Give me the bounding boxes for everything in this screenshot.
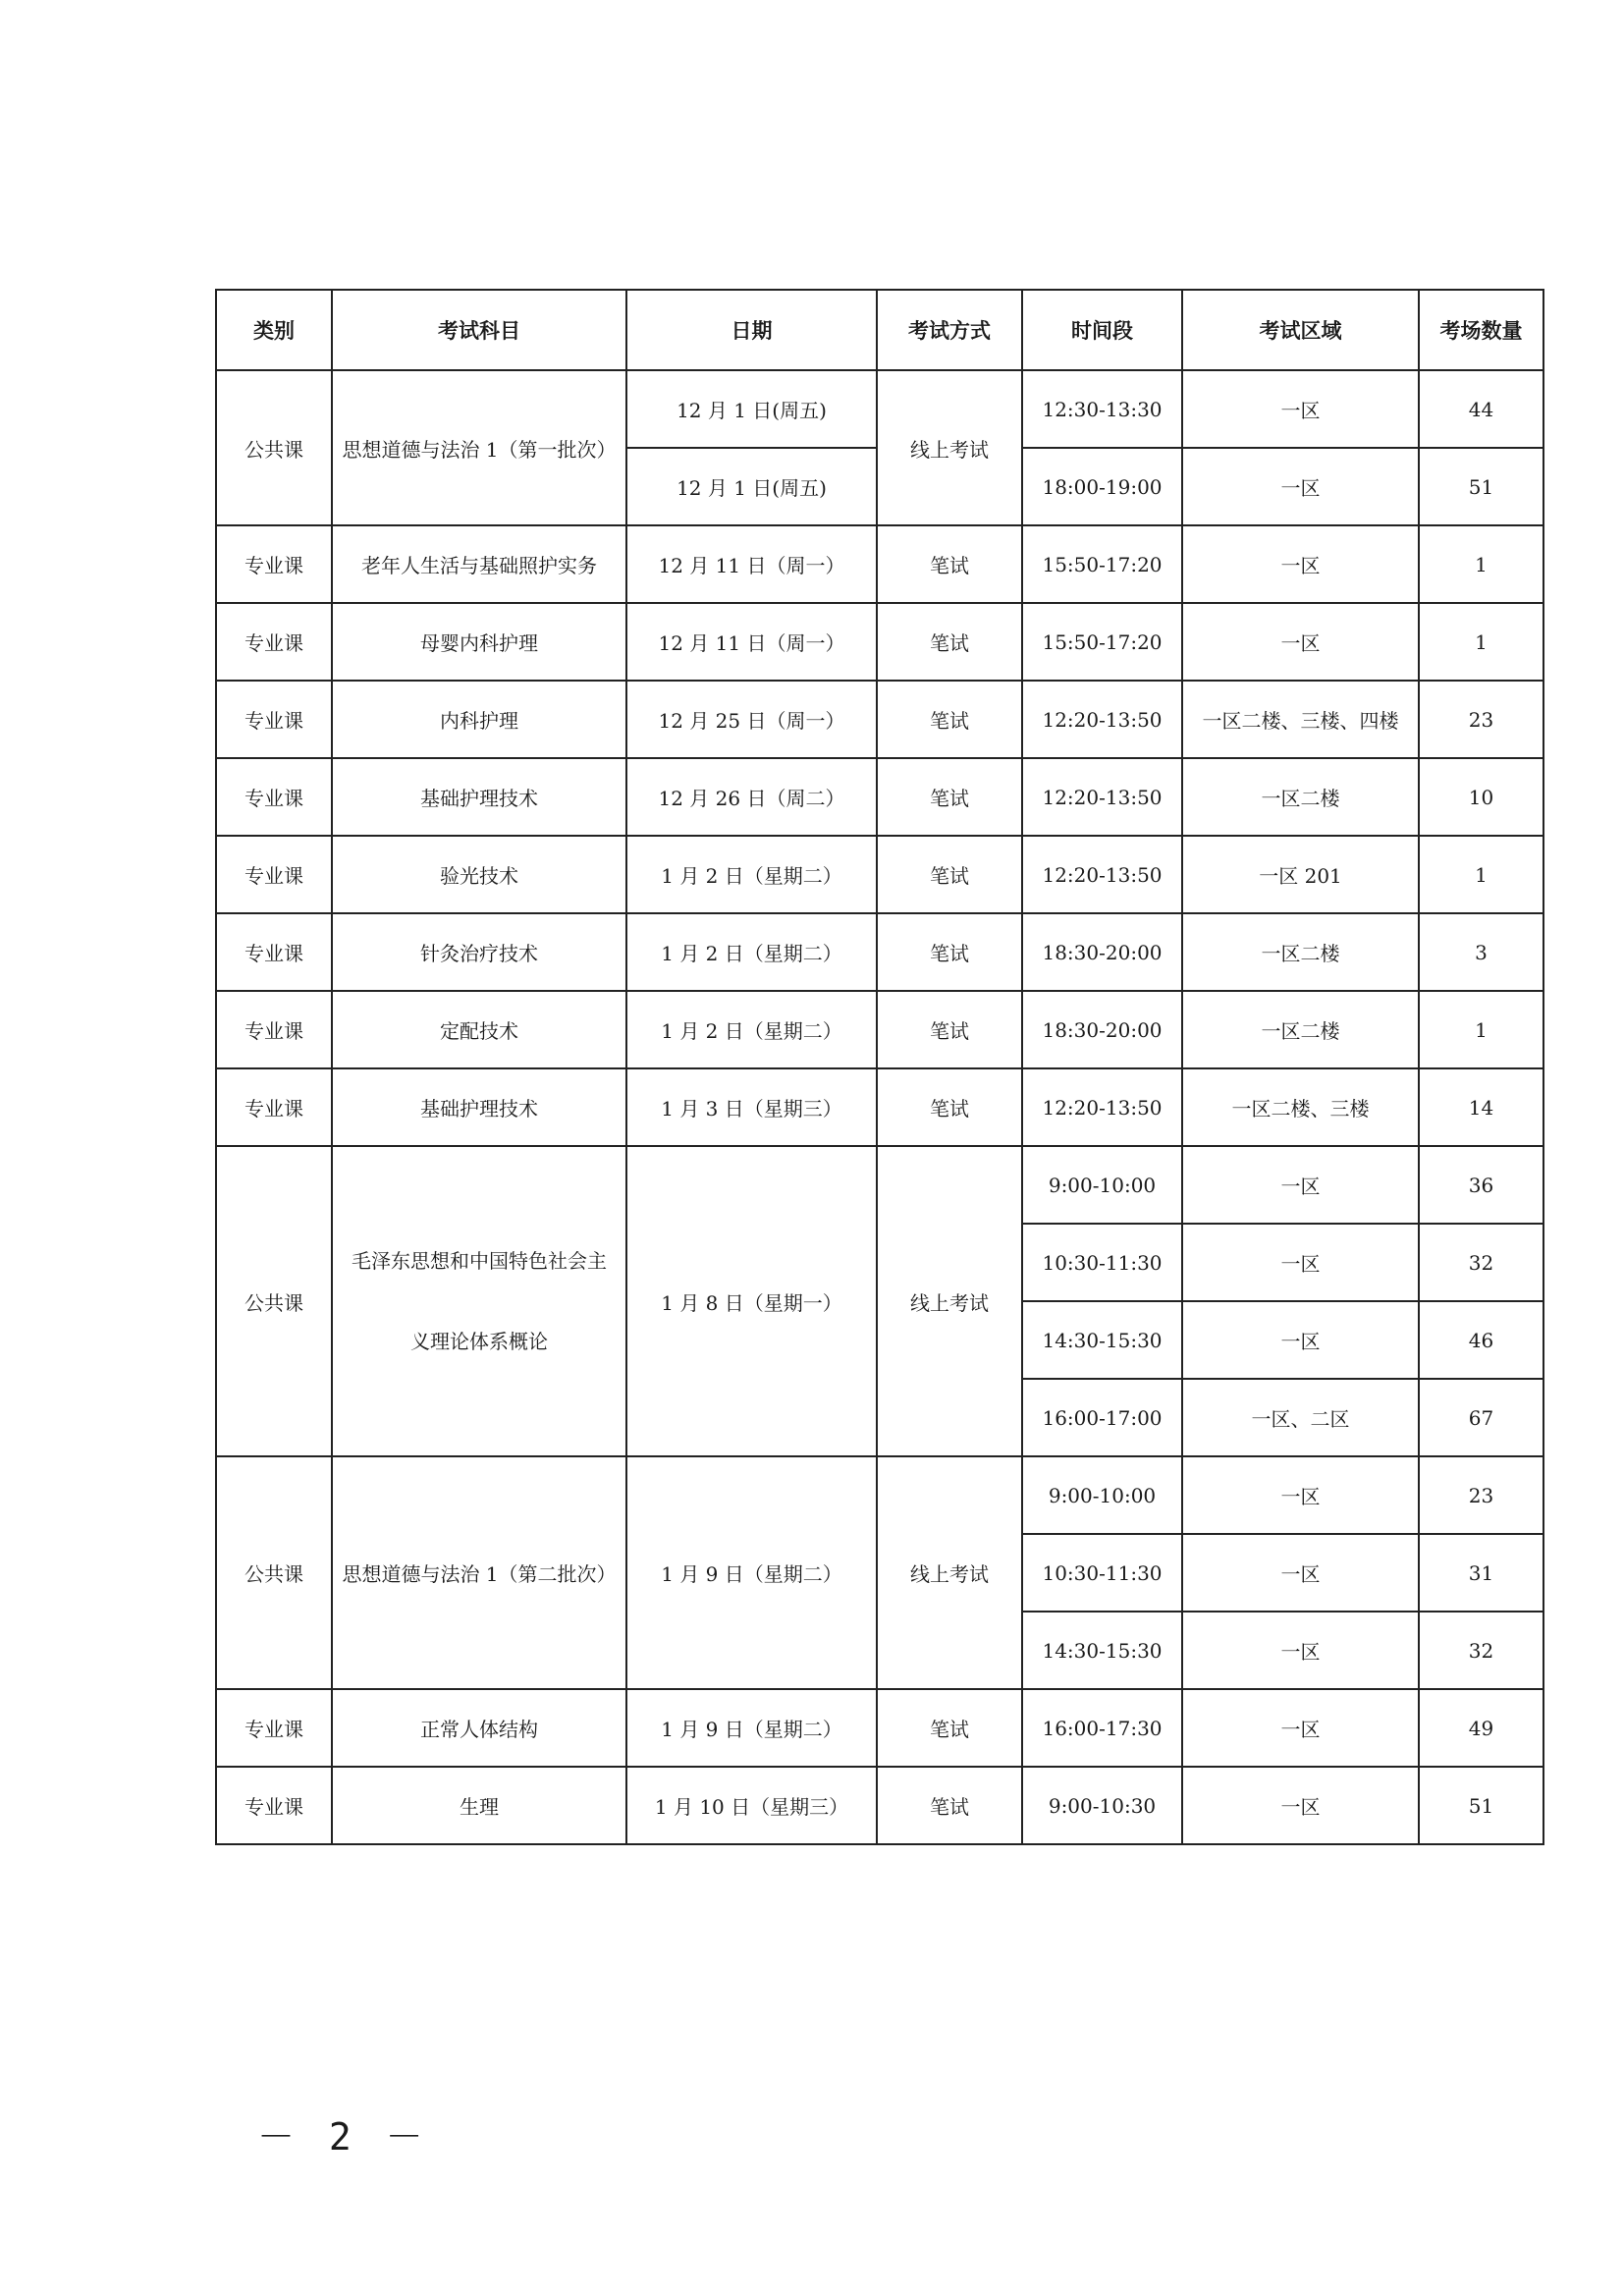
subject-cell	[332, 1689, 626, 1767]
exam-method-cell: 笔试	[877, 681, 1022, 758]
room-count-cell: 1	[1419, 525, 1543, 603]
exam-area-cell: 一区	[1182, 448, 1419, 525]
table-row	[216, 1456, 1543, 1534]
room-count-cell: 31	[1419, 1534, 1543, 1612]
table-row	[216, 1068, 1543, 1146]
subject-cell	[332, 913, 626, 991]
subject-cell	[332, 525, 626, 603]
time-slot-cell: 18:30-20:00	[1022, 913, 1182, 991]
subject-line: 母婴内科护理	[420, 631, 538, 655]
date-cell: 12 月 26 日（周二）	[626, 758, 877, 836]
category-cell: 专业课	[216, 1767, 332, 1844]
exam-method-cell: 笔试	[877, 913, 1022, 991]
subject-cell	[332, 1146, 626, 1456]
room-count-cell: 67	[1419, 1379, 1543, 1456]
category-cell: 专业课	[216, 836, 332, 913]
room-count-cell: 1	[1419, 603, 1543, 681]
date-cell: 1 月 9 日（星期二）	[626, 1689, 877, 1767]
table-row	[216, 1767, 1543, 1844]
subject-line: 基础护理技术	[420, 1097, 538, 1121]
exam-area-cell: 一区	[1182, 1767, 1419, 1844]
room-count-cell: 3	[1419, 913, 1543, 991]
column-header: 考试区域	[1182, 290, 1419, 370]
date-cell: 12 月 1 日(周五)	[626, 448, 877, 525]
exam-method-cell: 笔试	[877, 525, 1022, 603]
subject-line: 针灸治疗技术	[420, 942, 538, 965]
subject-cell	[332, 758, 626, 836]
time-slot-cell: 9:00-10:00	[1022, 1456, 1182, 1534]
table-row	[216, 370, 1543, 448]
column-header: 时间段	[1022, 290, 1182, 370]
time-slot-cell: 10:30-11:30	[1022, 1534, 1182, 1612]
exam-method-cell: 线上考试	[877, 1146, 1022, 1456]
exam-method-cell: 线上考试	[877, 1456, 1022, 1689]
subject-line: 内科护理	[440, 709, 518, 733]
room-count-cell: 51	[1419, 448, 1543, 525]
date-cell: 12 月 11 日（周一）	[626, 525, 877, 603]
room-count-cell: 1	[1419, 836, 1543, 913]
time-slot-cell: 12:30-13:30	[1022, 370, 1182, 448]
time-slot-cell: 16:00-17:30	[1022, 1689, 1182, 1767]
room-count-cell: 1	[1419, 991, 1543, 1068]
time-slot-cell: 18:30-20:00	[1022, 991, 1182, 1068]
exam-area-cell: 一区	[1182, 370, 1419, 448]
category-cell: 专业课	[216, 1689, 332, 1767]
table-row	[216, 525, 1543, 603]
subject-line: 义理论体系概论	[410, 1330, 548, 1353]
exam-area-cell: 一区 201	[1182, 836, 1419, 913]
date-cell: 12 月 25 日（周一）	[626, 681, 877, 758]
category-cell: 专业课	[216, 991, 332, 1068]
subject-line: 生理	[460, 1795, 499, 1819]
time-slot-cell: 9:00-10:00	[1022, 1146, 1182, 1224]
column-header: 类别	[216, 290, 332, 370]
column-header: 考试方式	[877, 290, 1022, 370]
room-count-cell: 10	[1419, 758, 1543, 836]
subject-cell	[332, 681, 626, 758]
subject-cell	[332, 1068, 626, 1146]
table-row	[216, 681, 1543, 758]
room-count-cell: 51	[1419, 1767, 1543, 1844]
exam-area-cell: 一区	[1182, 1456, 1419, 1534]
page-number: － 2 －	[257, 2115, 429, 2159]
exam-area-cell: 一区二楼	[1182, 913, 1419, 991]
time-slot-cell: 12:20-13:50	[1022, 836, 1182, 913]
exam-area-cell: 一区、二区	[1182, 1379, 1419, 1456]
room-count-cell: 36	[1419, 1146, 1543, 1224]
category-cell: 专业课	[216, 525, 332, 603]
category-cell: 公共课	[216, 1146, 332, 1456]
exam-area-cell: 一区	[1182, 1534, 1419, 1612]
exam-area-cell: 一区二楼	[1182, 758, 1419, 836]
column-header: 考场数量	[1419, 290, 1543, 370]
subject-cell	[332, 836, 626, 913]
time-slot-cell: 14:30-15:30	[1022, 1612, 1182, 1689]
exam-method-cell: 笔试	[877, 603, 1022, 681]
subject-line: 基础护理技术	[420, 787, 538, 810]
exam-area-cell: 一区二楼	[1182, 991, 1419, 1068]
exam-area-cell: 一区	[1182, 1301, 1419, 1379]
column-header: 考试科目	[332, 290, 626, 370]
date-cell: 1 月 9 日（星期二）	[626, 1456, 877, 1689]
exam-area-cell: 一区	[1182, 1612, 1419, 1689]
time-slot-cell: 16:00-17:00	[1022, 1379, 1182, 1456]
exam-method-cell: 笔试	[877, 836, 1022, 913]
room-count-cell: 32	[1419, 1612, 1543, 1689]
time-slot-cell: 12:20-13:50	[1022, 1068, 1182, 1146]
time-slot-cell: 12:20-13:50	[1022, 758, 1182, 836]
date-cell: 1 月 2 日（星期二）	[626, 991, 877, 1068]
table-header-row	[216, 290, 1543, 370]
subject-cell	[332, 603, 626, 681]
exam-area-cell: 一区	[1182, 1689, 1419, 1767]
subject-line: 验光技术	[440, 864, 518, 888]
time-slot-cell: 12:20-13:50	[1022, 681, 1182, 758]
category-cell: 专业课	[216, 603, 332, 681]
exam-area-cell: 一区二楼、三楼、四楼	[1182, 681, 1419, 758]
exam-method-cell: 笔试	[877, 758, 1022, 836]
category-cell: 公共课	[216, 1456, 332, 1689]
category-cell: 专业课	[216, 681, 332, 758]
exam-area-cell: 一区	[1182, 1146, 1419, 1224]
category-cell: 专业课	[216, 758, 332, 836]
subject-cell	[332, 370, 626, 525]
table-row	[216, 1689, 1543, 1767]
room-count-cell: 14	[1419, 1068, 1543, 1146]
time-slot-cell: 14:30-15:30	[1022, 1301, 1182, 1379]
time-slot-cell: 10:30-11:30	[1022, 1224, 1182, 1301]
exam-method-cell: 笔试	[877, 1689, 1022, 1767]
exam-method-cell: 笔试	[877, 1068, 1022, 1146]
column-header: 日期	[626, 290, 877, 370]
table-row	[216, 991, 1543, 1068]
subject-line: 毛泽东思想和中国特色社会主	[352, 1249, 607, 1273]
room-count-cell: 46	[1419, 1301, 1543, 1379]
category-cell: 专业课	[216, 1068, 332, 1146]
date-cell: 1 月 2 日（星期二）	[626, 836, 877, 913]
time-slot-cell: 15:50-17:20	[1022, 525, 1182, 603]
exam-method-cell: 线上考试	[877, 370, 1022, 525]
date-cell: 12 月 1 日(周五)	[626, 370, 877, 448]
date-cell: 12 月 11 日（周一）	[626, 603, 877, 681]
subject-line: 老年人生活与基础照护实务	[361, 554, 597, 577]
time-slot-cell: 18:00-19:00	[1022, 448, 1182, 525]
room-count-cell: 44	[1419, 370, 1543, 448]
exam-area-cell: 一区二楼、三楼	[1182, 1068, 1419, 1146]
exam-method-cell: 笔试	[877, 991, 1022, 1068]
table-row	[216, 603, 1543, 681]
exam-method-cell: 笔试	[877, 1767, 1022, 1844]
date-cell: 1 月 8 日（星期一）	[626, 1146, 877, 1456]
subject-line: 定配技术	[440, 1019, 518, 1043]
exam-area-cell: 一区	[1182, 1224, 1419, 1301]
date-cell: 1 月 3 日（星期三）	[626, 1068, 877, 1146]
table-row	[216, 836, 1543, 913]
time-slot-cell: 9:00-10:30	[1022, 1767, 1182, 1844]
room-count-cell: 23	[1419, 681, 1543, 758]
date-cell: 1 月 2 日（星期二）	[626, 913, 877, 991]
time-slot-cell: 15:50-17:20	[1022, 603, 1182, 681]
subject-cell	[332, 991, 626, 1068]
table-row	[216, 758, 1543, 836]
room-count-cell: 49	[1419, 1689, 1543, 1767]
category-cell: 公共课	[216, 370, 332, 525]
subject-cell	[332, 1767, 626, 1844]
exam-area-cell: 一区	[1182, 525, 1419, 603]
category-cell: 专业课	[216, 913, 332, 991]
room-count-cell: 32	[1419, 1224, 1543, 1301]
table-row	[216, 913, 1543, 991]
subject-cell	[332, 1456, 626, 1689]
subject-line: 正常人体结构	[420, 1718, 538, 1741]
table-row	[216, 1146, 1543, 1224]
exam-area-cell: 一区	[1182, 603, 1419, 681]
exam-schedule-table	[215, 289, 1544, 1845]
table-body	[216, 370, 1543, 1844]
subject-line: 思想道德与法治 1（第一批次）	[342, 437, 617, 462]
date-cell: 1 月 10 日（星期三）	[626, 1767, 877, 1844]
subject-line: 思想道德与法治 1（第二批次）	[342, 1562, 617, 1586]
room-count-cell: 23	[1419, 1456, 1543, 1534]
